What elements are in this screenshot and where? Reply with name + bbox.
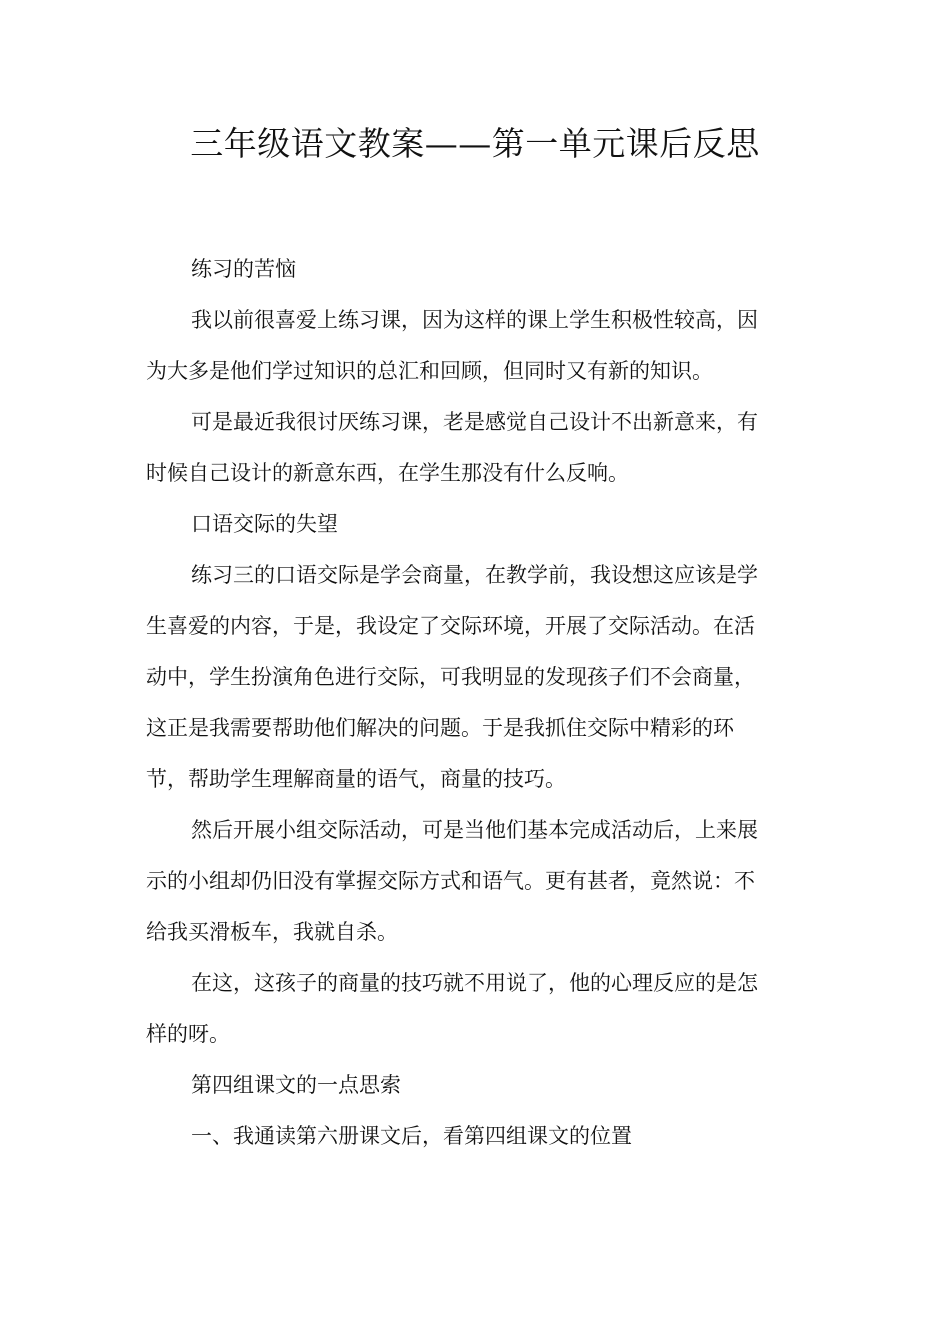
paragraph-line: 示的小组却仍旧没有掌握交际方式和语气。更有甚者，竟然说：不 <box>146 869 755 893</box>
paragraph-line: 节，帮助学生理解商量的语气，商量的技巧。 <box>146 767 566 791</box>
paragraph-line: 练习三的口语交际是学会商量，在教学前，我设想这应该是学 <box>191 563 758 587</box>
paragraph-line: 然后开展小组交际活动，可是当他们基本完成活动后，上来展 <box>191 818 758 842</box>
heading-group-four-reflection: 第四组课文的一点思索 <box>191 1073 401 1097</box>
paragraph-line: 可是最近我很讨厌练习课，老是感觉自己设计不出新意来，有 <box>191 410 758 434</box>
heading-oral-disappointment: 口语交际的失望 <box>191 512 338 536</box>
paragraph-line: 动中，学生扮演角色进行交际，可我明显的发现孩子们不会商量， <box>146 665 755 689</box>
heading-practice-troubles: 练习的苦恼 <box>191 257 296 281</box>
paragraph-line: 生喜爱的内容，于是，我设定了交际环境，开展了交际活动。在活 <box>146 614 755 638</box>
paragraph-line: 为大多是他们学过知识的总汇和回顾，但同时又有新的知识。 <box>146 359 713 383</box>
page-title: 三年级语文教案——第一单元课后反思 <box>190 124 760 163</box>
paragraph-line: 样的呀。 <box>146 1022 230 1046</box>
paragraph-line: 一、我通读第六册课文后，看第四组课文的位置 <box>191 1124 632 1148</box>
paragraph-line: 我以前很喜爱上练习课，因为这样的课上学生积极性较高，因 <box>191 308 758 332</box>
paragraph-line: 这正是我需要帮助他们解决的问题。于是我抓住交际中精彩的环 <box>146 716 734 740</box>
paragraph-line: 时候自己设计的新意东西，在学生那没有什么反响。 <box>146 461 629 485</box>
paragraph-line: 给我买滑板车，我就自杀。 <box>146 920 398 944</box>
paragraph-line: 在这，这孩子的商量的技巧就不用说了，他的心理反应的是怎 <box>191 971 758 995</box>
